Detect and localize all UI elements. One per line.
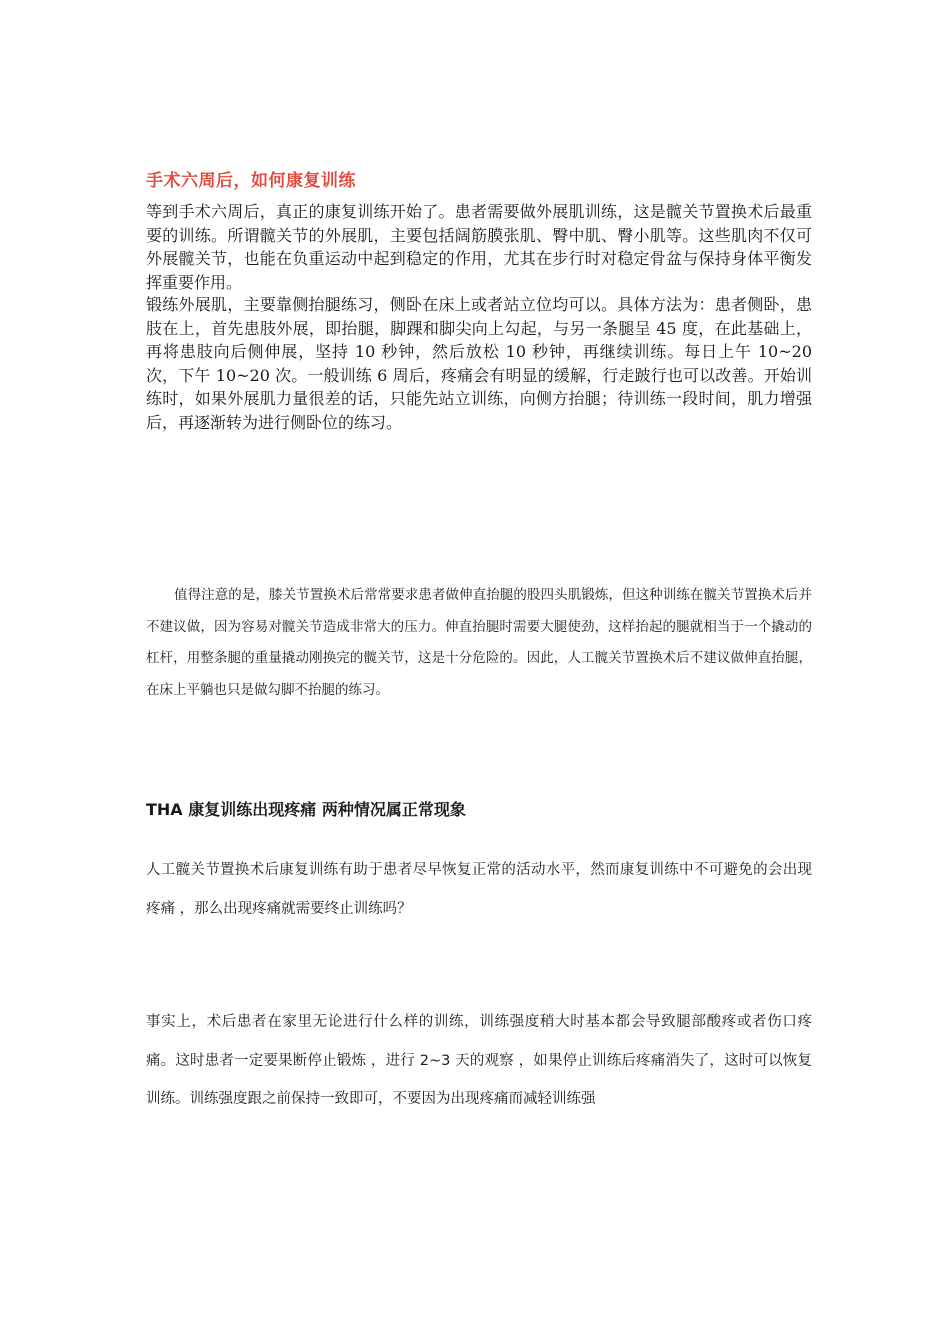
paragraph-method: 锻练外展肌，主要靠侧抬腿练习，侧卧在床上或者站立位均可以。具体方法为：患者侧卧，患肢在上，首先患肢外展，即抬腿，脚踝和脚尖向上勾起，与另一条腿呈 45 度，在此基础上，再将患肢向后侧伸展，坚持 10 秒钟，然后放松 10 秒钟，再继续训练。每日上午 10~20 次，下午 10~20 次。一般训练 6 周后，疼痛会有明显的缓解，行走跛行也可以改善。开始训练时，如果外展肌力量很差的话，只能先站立训练，向侧方抬腿；待训练一段时间，肌力增强后，再逐渐转为进行侧卧位的练习。 [146,295,812,432]
paragraph-question: 人工髋关节置换术后康复训练有助于患者尽早恢复正常的活动水平，然而康复训练中不可避免的会出现疼痛 ，那么出现疼痛就需要终止训练吗？ [146,862,812,917]
paragraph-answer: 事实上，术后患者在家里无论进行什么样的训练，训练强度稍大时基本都会导致腿部酸疼或者伤口疼痛。这时患者一定要果断停止锻炼 ，进行 2~3 天的观察 ，如果停止训练后疼痛消失了，这时可以恢复训练。训练强度跟之前保持一致即可，不要因为出现疼痛而减轻训练强 [146,1014,812,1107]
paragraph-intro: 等到手术六周后，真正的康复训练开始了。患者需要做外展肌训练，这是髋关节置换术后最重要的训练。所谓髋关节的外展肌，主要包括阔筋膜张肌、臀中肌、臀小肌等。这些肌肉不仅可外展髋关节，也能在负重运动中起到稳定的作用，尤其在步行时对稳定骨盆与保持身体平衡发挥重要作用。 [146,202,812,292]
section-title: 手术六周后，如何康复训练 [146,171,356,191]
section-heading: THA 康复训练出现疼痛 两种情况属正常现象 [146,800,466,819]
paragraph-note: 值得注意的是，膝关节置换术后常常要求患者做伸直抬腿的股四头肌锻炼，但这种训练在髋关节置换术后并不建议做，因为容易对髋关节造成非常大的压力。伸直抬腿时需要大腿使劲，这样抬起的腿就相当于一个撬动的杠杆，用整条腿的重量撬动刚换完的髋关节，这是十分危险的。因此，人工髋关节置换术后不建议做伸直抬腿，在床上平躺也只是做勾脚不抬腿的练习。 [146,587,812,698]
